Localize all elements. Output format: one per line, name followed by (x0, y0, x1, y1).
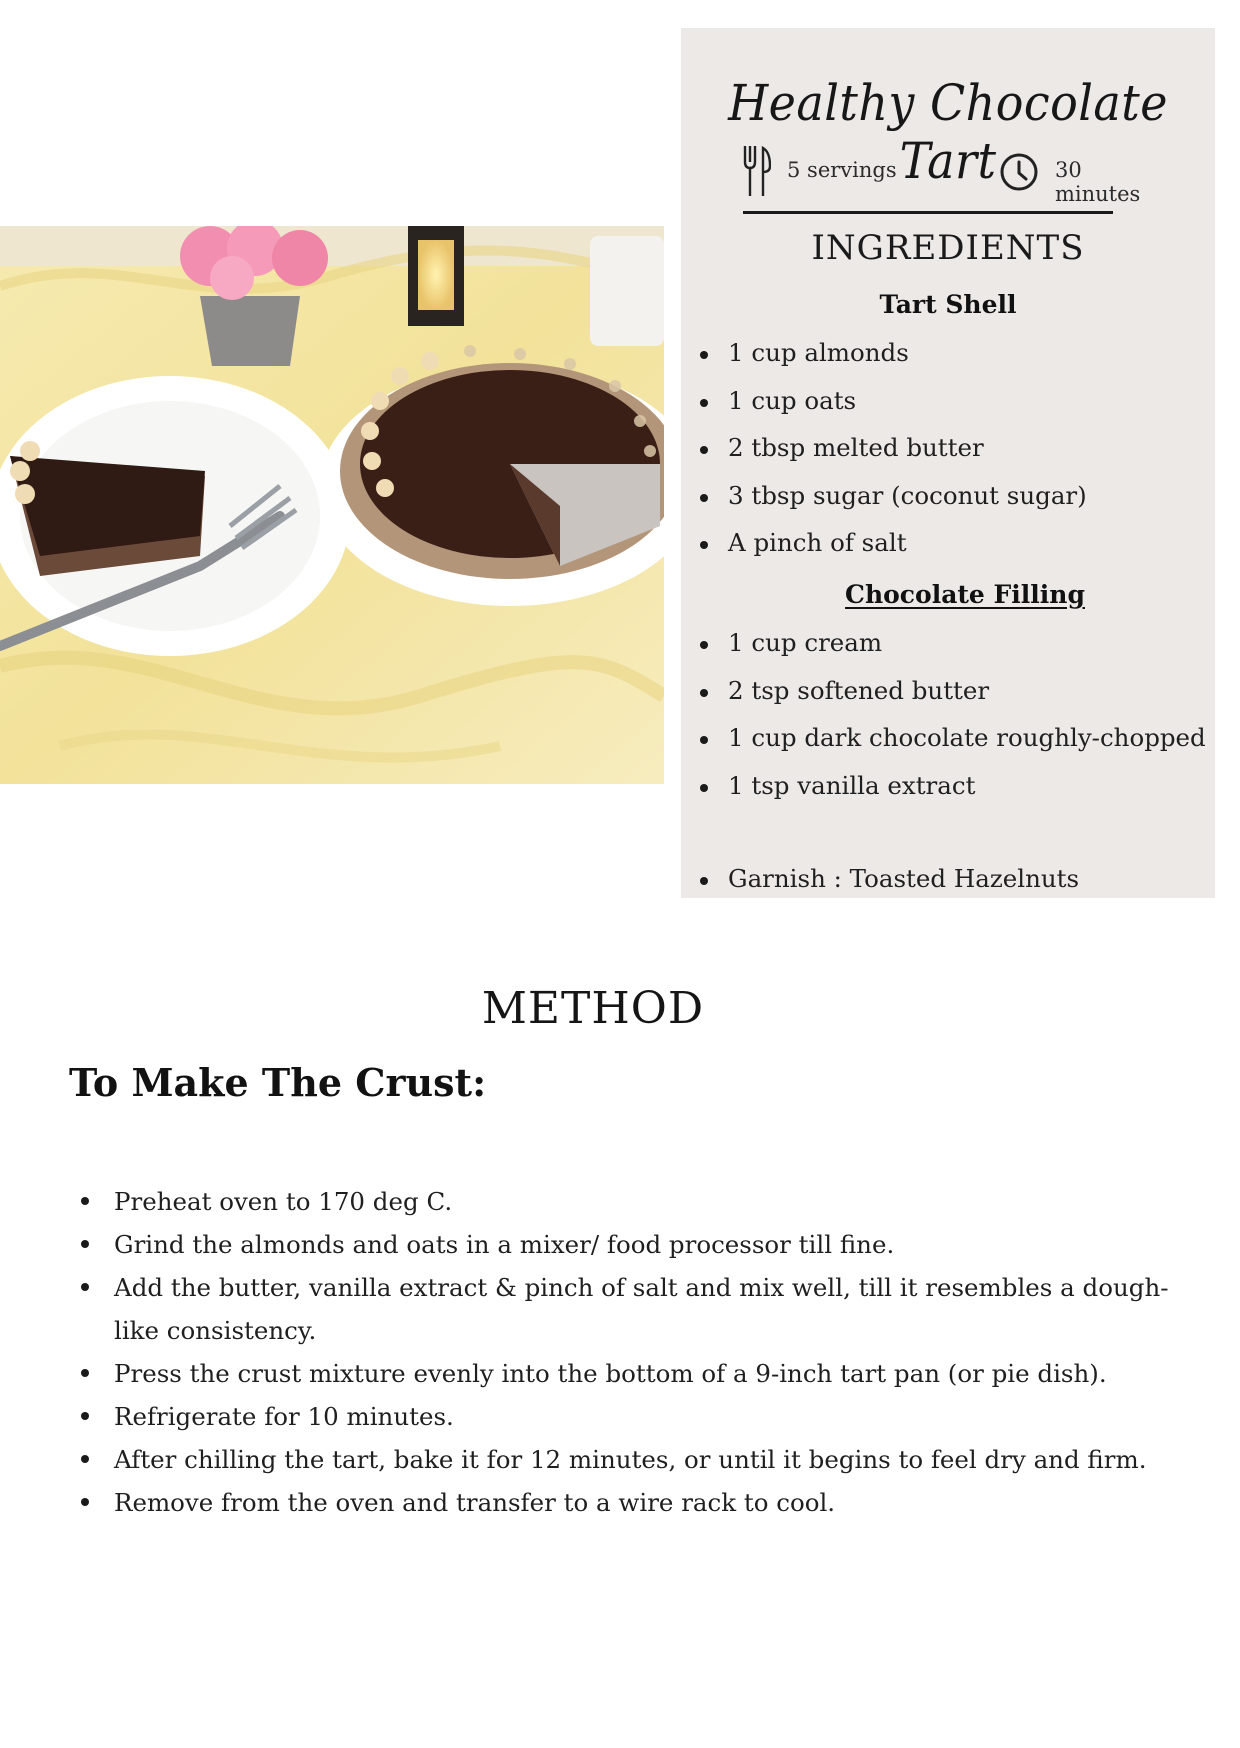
list-item: 1 cup oats (694, 386, 1087, 434)
recipe-meta (741, 144, 1161, 206)
step-item: Grind the almonds and oats in a mixer/ food processor till fine. (78, 1223, 1198, 1266)
servings-text: 5 servings (787, 158, 897, 182)
tart-shell-heading: Tart Shell (879, 290, 1017, 319)
list-item: 2 tsp softened butter (694, 676, 1206, 724)
list-item: 2 tbsp melted butter (694, 433, 1087, 481)
list-item: 1 cup almonds (694, 338, 1087, 386)
divider (743, 211, 1113, 214)
fork-knife-icon (741, 144, 771, 198)
garnish-list (694, 864, 1079, 912)
clock-icon (999, 152, 1039, 192)
ingredients-heading: INGREDIENTS (811, 228, 1085, 268)
recipe-title: Healthy Chocolate Tart (728, 74, 1168, 190)
crust-steps-list (78, 1180, 1198, 1524)
chocolate-filling-list (694, 628, 1206, 818)
list-item: 3 tbsp sugar (coconut sugar) (694, 481, 1087, 529)
recipe-card (681, 28, 1215, 898)
list-item: A pinch of salt (694, 528, 1087, 576)
method-heading: METHOD (481, 983, 705, 1034)
step-item: After chilling the tart, bake it for 12 minutes, or until it begins to feel dry and firm. (78, 1438, 1198, 1481)
tart-photo (0, 226, 664, 784)
list-item: 1 cup dark chocolate roughly-chopped (694, 723, 1206, 771)
list-item: 1 cup cream (694, 628, 1206, 676)
chocolate-filling-heading: Chocolate Filling (845, 580, 1085, 609)
garnish-item: Garnish : Toasted Hazelnuts (694, 864, 1079, 912)
step-item: Press the crust mixture evenly into the bottom of a 9-inch tart pan (or pie dish). (78, 1352, 1198, 1395)
step-item: Remove from the oven and transfer to a wire rack to cool. (78, 1481, 1198, 1524)
tart-shell-list (694, 338, 1087, 576)
crust-heading: To Make The Crust: (69, 1060, 487, 1105)
list-item: 1 tsp vanilla extract (694, 771, 1206, 819)
chocolate-filling-heading-wrap (715, 580, 1215, 609)
step-item: Refrigerate for 10 minutes. (78, 1395, 1198, 1438)
step-item: Add the butter, vanilla extract & pinch of salt and mix well, till it resembles a dough-like consistency. (78, 1266, 1198, 1352)
time-text: 30 minutes (1055, 158, 1141, 206)
step-item: Preheat oven to 170 deg C. (78, 1180, 1198, 1223)
